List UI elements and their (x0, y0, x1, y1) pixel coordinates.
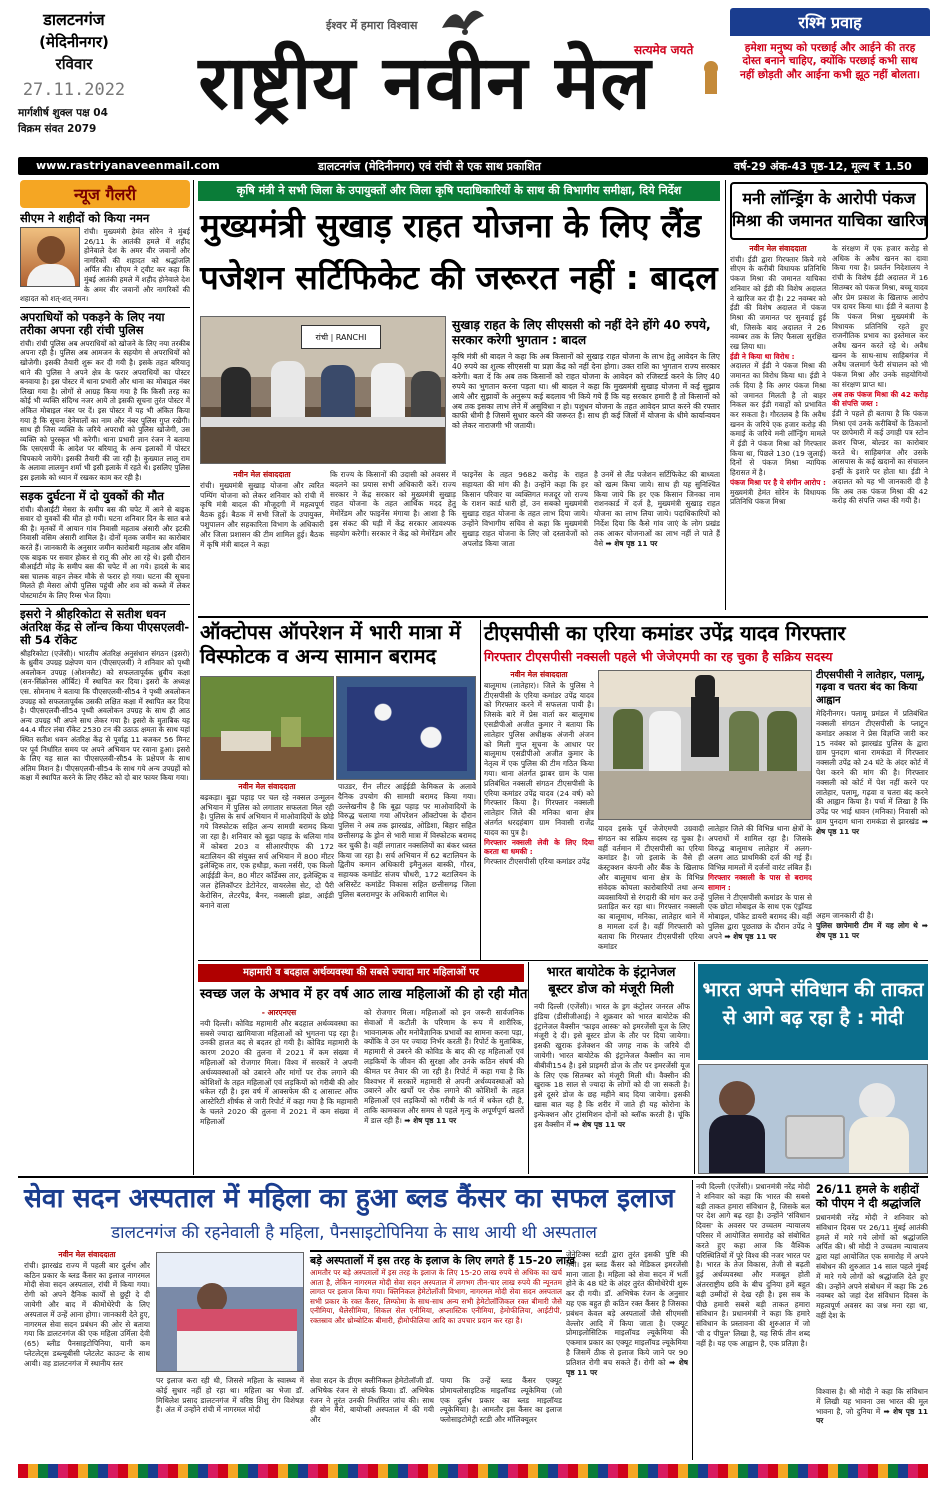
hospital-byline: नवीन मेल संवाददाता (58, 1250, 116, 1259)
modi-headline-2: से आगे बढ़ रहा है : मोदी (722, 1006, 904, 1029)
divider-h-2 (198, 960, 928, 961)
women-headline: स्वच्छ जल के अभाव में हर वर्ष आठ लाख महिलाओं की हो रही मौत (200, 987, 528, 1002)
tspc-side-extra-text: अहम जानकारी दी है। (816, 911, 874, 921)
issue-line: वर्ष-29 अंक-43 पृष्ठ-12, मूल्य ₹ 1.50 (734, 160, 912, 173)
lead-col-4 (594, 470, 720, 618)
hospital-photo (156, 1252, 304, 1372)
pankaj-headline-1: मनी लॉन्ड्रिंग के आरोपी पंकज (742, 189, 916, 208)
tspc-col-3b: पुलिस ने टीएसपीसी कमांडर के पास से एक छोटा मोबाइल के साथ एक एंड्रॉयड मोबाइल, पॉकेट डायरी बरामद की। वहीं पुलिस द्वारा पूछताछ के दौरान उपेंद्र ने अपने (708, 892, 812, 941)
modi-col-1b: प्रधानमंत्री ने कहा कि हमारे संविधान के प्रस्तावना की शुरुआत में जो 'वी द पीपुल' लिखा है, यह सिर्फ तीन शब्द नहीं है। यह एक आह्वान है, एक प्रतिज्ञा है। (696, 1309, 810, 1348)
tspc-photo (598, 670, 812, 820)
photo-sign: रांची | RANCHI (301, 325, 381, 349)
hospital-cont-text: शेष पृष्ठ 11 पर (566, 1357, 688, 1377)
tspc-side-extra-sub: पुलिस छापेमारी टीम में यह लोग थे (816, 921, 918, 931)
gallery-item-2-text: रांची। रांची पुलिस अब अपराधियों को खोजने के लिए नया तरकीब अपना रही है। पुलिस अब आमजन के सहयोग से अपराधियों को खोजेगी। इसकी तैयारी शुरू कर दी गयी है। इसके तहत बरियातू थाने की पुलिस ने अपने क्षेत्र के फरार अपराधियों का पोस्टर बनवाया है। इस पोस्टर में थाना प्रभारी और थाना का मोबाइल नंबर लिखा गया है। लोगों से आग्रह किया गया है कि किसी तरह का कोई भी व्यक्ति संदिग्ध नजर आये तो इसकी सूचना तुरंत पोस्टर में अंकित मोबाइल नंबर पर दें। इस पोस्टर में यह भी अंकित किया गया है कि सूचना देनेवालों का नाम और नंबर पुलिस गुप्त रखेगी। साथ ही जिस व्यक्ति के जरिये अपराधी को पुलिस खोजेगी, उस व्यक्ति को पुरस्कृत भी करेगी। थाना प्रभारी ज्ञान रंजन ने बताया कि एसएसपी के आदेश पर बरियातू के अन्य इलाकों में पोस्टर चिपकाये जायेंगे। इसकी तैयारी की जा रही है। कुख्यात लालू राम के अलावा लालमुन शर्मा भी इसी इलाके में रहते थे। इसलिए पुलिस इस इलाके को ध्यान में रखकर काम कर रही है। (20, 338, 190, 483)
divider-v-3 (528, 962, 529, 1174)
octopus-headline-1: ऑक्टोपस ऑपरेशन में भारी मात्रा में (200, 620, 461, 644)
divider-v-2 (480, 620, 481, 960)
tspc-continued: ➡ शेष पृष्ठ 11 पर (724, 931, 777, 941)
octopus-byline: नवीन मेल संवाददाता (238, 782, 296, 791)
octopus-headline-2: विस्फोटक व अन्य सामान बरामद (200, 644, 437, 668)
masthead (0, 0, 945, 173)
lead-col-1-text: रांची। मुख्यमंत्री सुखाड़ योजना और त्वरित पम्पिंग योजना को लेकर शनिवार को रांची में कृषि मंत्री बादल की मौजूदगी में महत्वपूर्ण बैठक हुई। बैठक में सभी जिलों के उपायुक्त, पशुपालन और सहकारिता विभाग के अधिकारी और जिला प्रशासन की टीम शामिल हुई। बैठक में कृषि मंत्री बादल ने कहा (200, 480, 324, 549)
modi-banner (698, 964, 928, 1060)
vaccine-text (534, 1002, 690, 1174)
women-col-1-text: नयी दिल्ली। कोविड महामारी और बदहाल अर्थव्यवस्था का सबसे ज्यादा खामियाजा महिलाओं को भुगतना पड़ रहा है। उनकी हालत बद से बदतर हो गयी है। कोविड महामारी के कारण 2020 की तुलना में 2021 में कम संख्या में महिलाओं को रोजगार मिला। विश्व में सरकारें ने अपनी अर्थव्यवस्थाओं को उबारने और मांगों पर रोक लगाने की कोशिशों के तहत महिलाओं एवं लड़कियों को गरीबी की ओर धकेल रही है। इस वर्ष में आक्सफेम की द आसाल्ट ऑफ आस्टेरिटी शीर्षक से जारी रिपोर्ट में कहा गया है कि महामारी के चलते 2020 की तुलना में 2021 में कम संख्या में महिलाओं (200, 1018, 358, 1126)
pankaj-col-1-text: रांची। ईडी द्वारा गिरफ्तार किये गये सीएम के करीबी विधायक प्रतिनिधि पंकज मिश्रा की जमानत याचिका शनिवार को ईडी की विशेष अदालत ने खारिज कर दी है। 22 नवम्बर को ईडी की विशेष अदालत में पंकज मिश्रा की जमानत पर सुनवाई हुई थी, जिसके बाद अदालत ने 26 नवम्बर तक के लिए फैसला सुरक्षित रख लिया था। (730, 254, 826, 352)
gallery-item-1-text: रांची। मुख्यमंत्री हेमंत सोरेन ने मुंबई 26/11 के आतंकी हमले में शहीद होनेवाले देश के अमर वीर जवानों और नागरिकों की शहादत को श्रद्धांजलि अर्पित की। सीएम ने ट्वीट कर कहा कि मुंबई आतंकी हमले में शहीद होनेवाले देश के अमर वीर जवानों और नागरिकों की शहादत को शत्-शत् नमन। (20, 227, 190, 304)
tspc-side (816, 670, 928, 958)
pankaj-col-2 (832, 244, 928, 608)
tspc-col-2: यादव इसके पूर्व जेजेएमपी उग्रवादी संगठन का सक्रिय सदस्य रह चुका है। वहीं वर्तमान में टीएसपीसी का एरिया कमांडर है। जो इलाके के वैसे ही कंस्ट्रक्शन कंपनी और बैंक के खिलाफ और बालूमाथ थाना क्षेत्र के विभिन्न संवेदक कोयला कारोबारियों तथा अन्य व्यवसायियों से रंगदारी की मांग कर उन्हें प्रताड़ित कर रहा था। गिरफ्तार नक्सली का बालूमाथ, मनिका, लातेहार थाने में 8 मामला दर्ज है। वहीं गिरफ्तारी को बताया कि गिरफ्तार टीएसपीसी एरिया कमांडर (598, 824, 704, 951)
octopus-photo-1 (200, 676, 334, 780)
pankaj-headline-2: मिश्रा की जमानत याचिका खारिज (732, 211, 928, 230)
emblem-icon (700, 58, 722, 98)
tspc-cont-text: शेष पृष्ठ 11 पर (733, 931, 777, 941)
cm-photo (20, 227, 80, 287)
lead-cont-text: शेष पृष्ठ 11 पर (614, 538, 658, 548)
vaccine-headline-2: बूस्टर डोज को मंजूरी मिली (548, 982, 674, 997)
tspc-side-body: मेदिनीनगर। पलामू प्रमंडल में प्रतिबंधित नक्सली संगठन टीएसपीसी के प्लाटून कमांडर अकाश ने प्रेस विज्ञप्ति जारी कर 15 नवंबर को झारखंड पुलिस के द्वारा ग्राम पुनदाग थाना रामकंडा में गिरफ्तार नक्सली उपेंद्र को 24 घंटे के अंदर कोर्ट में पेश करने की मांग की है। गिरफ्तार नक्सली को कोर्ट में पेश नहीं करने पर लातेहार, पलामू, गढ़वा व चतरा बंद करने की आह्वान किया है। पर्चा में लिखा है कि उपेंद्र पर भाई धावन (मनिका) निवासी को ग्राम पुनदाग थाना रामकंडा से झारखंड (816, 709, 928, 826)
tspc-sub-1: गिरफ्तार नक्सली लेवी के लिए दिया करता था धमकी : (484, 837, 594, 857)
vaccine-cont-text: शेष पृष्ठ 11 पर (581, 1119, 626, 1129)
gallery-item-3-text: रांची। बीआईटी मेसरा के समीप बस की चपेट में आने से बाइक सवार दो युवकों की मौत हो गयी। घटना शनिवार दिन के सात बजे की है। मृतकों में आयान गांव निवासी महताब अंसारी और इटकी निवासी वसिम अंसारी शामिल है। दोनों मृतक जमीन का कारोबार करते हैं। जानकारी के अनुसार जमीन कारोबारी महताब और वसिम एक बाइक पर सवार होकर से रातू की ओर आ रहे थे। इसी दौरान बीआईटी मोड़ के समीप बस की चपेट में आ गये। हादसे के बाद बस चालक वाहन लेकर मौके से फरार हो गया। घटना की सूचना मिलते ही मेसरा ओपी पुलिस पहुंची और शव को कब्जे में लेकर पोस्टमार्टम के लिए रिम्स भेज दिया। (20, 504, 190, 600)
octopus-col-1 (200, 782, 334, 958)
edition-box (18, 8, 130, 138)
tspc-side-extra (816, 911, 928, 940)
news-gallery-label: न्यूज गैलरी (20, 180, 190, 208)
edition-day: रविवार (55, 55, 93, 73)
tspc-col-3 (708, 824, 812, 958)
vaccine-headline-1: भारत बायोटेक के इंट्रानेजल (546, 965, 676, 980)
edition-sub: (मेदिनीनगर) (39, 33, 109, 51)
lead-divider-v (725, 180, 726, 610)
lead-subhead: सुखाड़ राहत के लिए सीएससी को नहीं देने होंगे 40 रुपये, सरकार करेगी भुगतान : बादल (452, 318, 711, 347)
newspaper-title: राष्ट्रीय नवीन मेल (198, 40, 652, 126)
women-col-1 (200, 1008, 358, 1174)
hospital-continued: ➡ शेष पृष्ठ 11 पर (566, 1357, 688, 1377)
pankaj-col-2b: ईडी ने पहले ही बताया है कि पंकज मिश्रा एवं उनके करीबियों के ठिकानों पर छापेमारी में कई उगाही पत्र स्टोन क्रशर चिप्स, बोल्डर का कारोबार करते थे। साहिबगंज और उसके आसपास के कई खदानों का संचालन इन्हीं के इशारे पर होता था। ईडी ने अदालत को यह भी जानकारी दी है कि अब तक पंकज मिश्रा की 42 करोड़ की संपत्ति जब्त की गयी है। (832, 408, 928, 506)
pankaj-col-1c: मुख्यमंत्री हेमंत सोरेन के विधायक प्रतिनिधि पंकज मिश्रा (730, 487, 826, 507)
lead-headline-1: मुख्यमंत्री सुखाड़ राहत योजना के लिए लैंड (200, 206, 702, 245)
lead-photo (200, 316, 446, 464)
tspc-side-text (816, 709, 928, 907)
tspc-sub-2: गिरफ्तार नक्सली के पास से बरामद सामान : (708, 872, 812, 892)
thought-title: रश्मि प्रवाह (730, 8, 930, 36)
divider-h-3 (18, 1176, 928, 1178)
hospital-col-1-text: रांची। झारखंड राज्य में पहली बार दुर्लभ और कठिन प्रकार के ब्लड कैंसर का इलाज नागरमल मोदी सेवा सदन अस्पताल, रांची में किया गया। रोगी को अपने दैनिक कार्यों से छुट्टी दे दी जायेगी और बाद में कीमोथेरेपी के लिए अस्पताल में उन्हें आना होगा। जानकारी देते हुए, नागरमल सेवा सदन प्रबंधन की ओर से बताया गया कि डालटनगंज की एक महिला उर्मिला देवी (65) ब्लीड पैनसाइटोपिनिया, यानी कम प्लेटलेट्स डब्ल्यूबीसी प्लेटलेट काउन्ट के साथ आयी। वह डालटनगंज में स्थानीय स्तर (24, 1260, 150, 1368)
tspc-col-1b: गिरफ्तार टीएसपीसी एरिया कमांडर उपेंद्र (484, 857, 590, 867)
pankaj-sub-2: पंकज मिश्रा पर है ये संगीन आरोप : (730, 477, 826, 487)
lead-subtext: कृषि मंत्री श्री बादल ने कहा कि अब किसानों को सुखाड़ राहत योजना के लाभ हेतु आवेदन के लिए 40 रुपये का शुल्क सीएससी या प्रज्ञा केंद्र को नहीं देना होगा। उक्त राशि का भुगतान राज्य सरकार करेगी। बता दें कि अब तक किसानों को राहत योजना के आवेदन को रजिस्टर्ड करने के लिए 40 रुपये का भुगतान करना पड़ता था। श्री बादल ने कहा कि मुख्यमंत्री सुखाड़ योजना में कई सुझाव आये और सुझावों के अनुरूप कई बदलाव भी किये गये हैं कि यह सरकार हमारी है तो किसानों को अब तक इसका लाभ लेने में असुविधा न हो। पशुधन योजना के तहत आवेदन प्राप्त करने की रफ्तार काफी धीमी है जिसमें सुधार करने की जरूरत है। साथ ही कई जिलों में योजना के धीमे कार्यान्वयन को लेकर नाराजगी भी जतायी। (452, 352, 720, 431)
octopus-col-1-text: बढ़कड़ा। बूढ़ा पहाड़ पर चल रहे नक्सल उन्मूलन अभियान में पुलिस को लगातार सफलता मिल रही है। पुलिस के सर्च अभियान में माओवादियों के छोड़े गये विस्फोटक सहित अन्य सामग्री बरामद किया जा रहा है। शनिवार को बूढ़ा पहाड़ के थलिया गांव में कोबरा 203 व सीआरपीएफ की 172 बटालियन की संयुक्त सर्च अभियान में 800 मीटर इलेक्ट्रिक तार, एक हथौड़ा, कला नर्सरी, एक किलो आईईडी केन, 80 मीटर कॉर्डेक्स तार, इलेक्ट्रिक व जल हेलिकॉप्टर डेटोनेटर, वायरलेस सेट, दो पैरी केरोसिन, लेटरपैड, बैनर, नक्सली झंडा, आईडी बनाने वाला (200, 792, 334, 910)
gallery-item-4-text: श्रीहरिकोटा (एजेंसी)। भारतीय अंतरिक्ष अनुसंधान संगठन (इसरो) के ध्रुवीय उपग्रह प्रक्षेपण यान (पीएसएलवी) ने शनिवार को पृथ्वी अवलोकन उपग्रह (ओशनसैट) को सफलतापूर्वक ध्रुवीय कक्षा (सन-सिंक्रोनस ऑर्बिट) में स्थापित कर दिया। इसरो के अध्यक्ष एस. सोमनाथ ने बताया कि पीएसएलवी-सी54 ने पृथ्वी अवलोकन उपग्रह को सफलतापूर्वक उसकी लक्षित कक्षा में स्थापित कर दिया है। पीएसएलवी-सी54 पृथ्वी अवलोकन उपग्रह के साथ ही आठ अन्य उपग्रह भी अपने साथ लेकर गया है। इसरो के मुताबिक यह 44.4 मीटर लंबा रॉकेट 2530 टन की उठाऊ क्षमता के साथ यहां स्थित सतीश धवन अंतरिक्ष केंद्र से पूर्वाह्न 11 बजकर 56 मिनट पर पूर्व निर्धारित समय पर अपने अभियान पर रवाना हुआ। इसरो के लिए यह साल का पीएसएलवी-सी54 के प्रक्षेपण के साथ अंतिम मिशन है। पीएसएलवी-सी54 के साथ गये अन्य उपग्रहों को कक्षा में स्थापित करने के लिए रॉकेट को दो बार फायर किया गया। (20, 648, 190, 783)
tagline: ईश्वर में हमारा विश्वास (326, 19, 418, 32)
hospital-col-1 (24, 1250, 150, 1458)
lead-col-2: कि राज्य के किसानों की उदासी को अवसर में बदलने का प्रयास सभी अधिकारी करें। राज्य सरकार ने केंद्र सरकार को मुख्यमंत्री सुखाड़ राहत योजना के तहत आर्थिक मदद हेतु मेमोरेंडम और फाइनेंस मंगाया है। आशा है कि इस संकट की घड़ी में केंद्र सरकार आवश्यक सहयोग करेगी। सरकार ने केंद्र को मेमोरेंडम और (330, 470, 456, 538)
hindu-date-1: मार्गशीर्ष शुक्ल पक्ष 04 (18, 107, 108, 119)
tspc-col-3-text: लातेहार जिले की विभिन्न थाना क्षेत्रों के अपराधों में शामिल रहा है। जिसके विरुद्ध बालूमाथ लातेहार में अलग-अलग आठ प्राथमिकी दर्ज की गई हैं। विभिन्न मामलों में दर्जनों वारंट लंबित हैं। (708, 824, 812, 873)
divider-h-1 (198, 616, 928, 618)
pankaj-col-1b: अदालत में ईडी ने पंकज मिश्रा की जमानत का विरोध किया था। ईडी ने तर्क दिया है कि अगर पंकज मिश्रा को जमानत मिलती है तो बाहर निकल कर ईडी गवाहों को प्रभावित कर सकता है। गौरतलब है कि अवैध खनन के जरिये एक हजार करोड़ की कमाई के जरिये मनी लॉन्ड्रिंग मामले में ईडी ने पंकज मिश्रा को गिरफ्तार किया था, पिछले 130 (19 जुलाई) दिनों से पंकज मिश्रा न्यायिक हिरासत में है। (730, 361, 826, 478)
hindu-date-2: विक्रम संवत 2079 (18, 123, 97, 135)
pankaj-sub-1: ईडी ने किया था विरोध : (730, 351, 795, 361)
pankaj-box (730, 182, 928, 240)
motto: सत्यमेव जयते (634, 43, 694, 57)
octopus-col-2: पाउडर, रीन लीटर आईईडी केमिकल के अलावे दैनिक उपयोग की सामग्री बरामद किया गया। उल्लेखनीय है कि बूढ़ा पहाड़ पर माओवादियों के विरुद्ध चलाया गया ऑपरेशन ऑक्टोपस के दौरान पुलिस ने अब तक झारखंड, ओडिशा, बिहार सहित छत्तीसगढ़ के ड्रोन से भारी मात्रा में विस्फोटक बरामद कर चुकी है। वहीं लगातार नक्सलियों का बंकर ध्वस्त किया जा रहा है। सर्च अभियान में 62 बटालियन के द्वितीय कमान अधिकारी इमैनुअल बास्की, गौरव, सहायक कमांडेंट संजय चौधरी, 172 बटालियन के असिस्टेंट कमांडेंट विकास सहित छत्तीसगढ़ जिला पुलिस बलरामपुर के अधिकारी शामिल थे। (338, 782, 476, 899)
modi-col-1-text: नयी दिल्ली (एजेंसी)। प्रधानमंत्री नरेंद्र मोदी ने शनिवार को कहा कि भारत की सबसे बड़ी ताकत हमारा संविधान है, जिसके बल पर देश आगे बढ़ रहा है। उन्होंने 'संविधान दिवस' के अवसर पर उच्चतम न्यायालय परिसर में आयोजित समारोह को संबोधित करते हुए कहा आज कि वैश्विक परिस्थितियों में पूरे विश्व की नजर भारत पर है। भारत के तेज विकास, तेजी से बढ़ती हुई अर्थव्यवस्था और मजबूत होती अंतरराष्ट्रीय छवि के बीच दुनिया हमें बहुत बड़ी उम्मीदों से देख रही है। इस सब के पीछे हमारी सबसे बड़ी ताकत हमारा संविधान है। (696, 1182, 810, 1319)
thought-box (730, 8, 930, 148)
modi-continued: ➡ शेष पृष्ठ 11 पर (816, 1406, 928, 1426)
tspc-side-extra-cont: ➡ शेष पृष्ठ 11 पर (816, 921, 928, 940)
hospital-col-4: पाया कि उन्हें ब्लड कैंसर एक्यूट प्रोमायलोसाइटिक माइलॉयड ल्यूकेमिया (जो एक दुर्लभ प्रकार का ब्लड माइलॉयड ल्यूकेमिया) है। आमतौर इस कैंसर का इलाज फ्लोसाइटोमेट्री स्टडी और मॉलिक्यूलर (440, 1376, 562, 1425)
gallery-item-4-title: इसरो ने श्रीहरिकोटा से सतीश धवन अंतरिक्ष केंद्र से लॉन्च किया पीएसएलवी- सी 54 रॉकेट (20, 606, 190, 647)
hospital-subhead: डालटनगंज की रहनेवाली है महिला, पैनसाइटोपिनिया के साथ आयी थी अस्पताल (111, 1223, 597, 1243)
tspc-col-1 (484, 670, 594, 958)
hospital-col-5-text: जेनेटिक्स स्टडी द्वारा तुरंत इसकी पुष्टि की गयी। इस ब्लड कैंसर को मेडिकल इमरजेंसी माना जाता है। महिला को सेवा सदन में भर्ती होने के 48 घंटे के अंदर तुरंत कीमोथेरेपी शुरू कर दी गयी। डॉ. अभिषेक रंजन के अनुसार यह एक बहुत ही कठिन रक्त कैंसर है जिसका प्रबंधन केवल बड़े अस्पतालों जैसे सीएमसी वेल्लोर आदि में किया जाता है। एक्यूट प्रोमाइलोसिटिक माइलॉयड ल्यूकेमिया की एकमात्र प्रकार का एक्यूट माइलॉयड ल्यूकेमिया है जिसमें ठीक से इलाज किये जाने पर 90 प्रतिशत रोगी बच सकते हैं। रोगी को (566, 1250, 688, 1367)
hospital-col-2: पर इलाज करा रही थी, जिससे महिला के स्वास्थ्य में कोई सुधार नहीं हो रहा था। महिला का भेजा डॉ. मिथिलेश प्रसाद डालटनगंज में वरिष्ठ शिशु रोग विशेषज्ञ हैं। अंत में उन्होंने रांची में नागरमल मोदी (156, 1376, 304, 1415)
tspc-side-headline: टीएसपीसी ने लातेहार, पलामू, गढ़वा व चतरा बंद का किया आह्वान (816, 670, 926, 706)
tspc-byline: नवीन मेल संवाददाता (510, 670, 568, 679)
publish-line: डालटनगंज (मेदिनीनगर) एवं रांची से एक साथ प्रकाशित (318, 160, 541, 173)
modi-side-text: प्रधानमंत्री नरेंद्र मोदी ने शनिवार को संविधान दिवस पर 26/11 मुंबई आतंकी हमले में मारे गये लोगों को श्रद्धांजलि अर्पित की। श्री मोदी ने उच्चतम न्यायालय द्वारा यहां आयोजित एक समारोह में अपने संबोधन की शुरुआत 14 साल पहले मुंबई में मारे गये लोगों को श्रद्धांजलि देते हुए की। उन्होंने अपने संबोधन में कहा कि 26 नवम्बर को जहां देश संविधान दिवस के महत्वपूर्ण अवसर का जश्न मना रहा था, वहीं देश के (816, 1213, 928, 1320)
tspc-col-1-text: बालूमाथ (लातेहार)। जिले के पुलिस ने टीएसपीसी के एरिया कमांडर उपेंद्र यादव को गिरफ्तार करने में सफलता पायी है। जिसके बारे में प्रेस वार्ता कर बालूमाथ एसडीपीओ अजीत कुमार ने बताया कि लातेहार पुलिस अधीक्षक अंजनी अंजन को मिली गुप्त सूचना के आधार पर बालूमाथ एसडीपीओ अजीत कुमार के नेतृत्व में एक पुलिस की टीम गठित किया गया। थाना अंतर्गत झाबर ग्राम के पास प्रतिबंधित नक्सली संगठन टीएसपीसी के एरिया कमांडर उपेंद्र यादव (24 वर्ष) को गिरफ्तार किया है। गिरफ्तार नक्सली लातेहार जिले की मनिका थाना क्षेत्र अंतर्गत धरदहंबाग ग्राम निवासी राजेंद्र यादव का पुत्र है। (484, 680, 594, 837)
lead-continued: ➡ शेष पृष्ठ 11 पर (605, 538, 658, 548)
modi-headline-1: भारत अपने संविधान की ताकत (702, 978, 924, 1001)
vaccine-continued: ➡ शेष पृष्ठ 11 पर (573, 1119, 626, 1129)
divider-v-4 (694, 962, 695, 1174)
sidebar-divider (193, 180, 194, 1175)
octopus-photo-2 (336, 676, 476, 780)
hospital-inset (310, 1250, 575, 1374)
modi-side-text-2-body: विश्वास है। श्री मोदी ने कहा कि संविधान में लिखी यह भावना उस भारत की मूल भावना है, जो दुनिया में (816, 1387, 928, 1416)
gallery-item-3-title: सड़क दुर्घटना में दो युवकों की मौत (20, 488, 164, 503)
news-gallery (20, 180, 190, 1175)
vaccine-body: नयी दिल्ली (एजेंसी)। भारत के ड्रग कंट्रोलर जनरल ऑफ इंडिया (डीसीजीआई) ने शुक्रवार को भारत बायोटेक की इंट्रानेजल वैक्सीन 'फाइव आस्क' को इमरजेंसी यूज के लिए मंजूरी दे दी। इसे बूस्टर डोज के तौर पर दिया जायेगा। इसकी खुराक इंजेक्शन की जगह नाक के जरिये दी जायेगी। भारत बायोटेक की इंट्रानेजल वैक्सीन का नाम बीबीवी154 है। इसे प्राइमरी डोज के तौर पर इमरजेंसी यूज के लिए एक सितम्बर को मंजूरी मिली थी। वैक्सीन की खुराक 18 साल से ज्यादा के लोगों को दी जा सकती है। इसे दूसरे डोज के छह महीने बाद दिया जायेगा। इसकी खास बात यह है कि शरीर में जाते ही यह कोरोना के इन्फेक्शन और ट्रांसमिशन दोनों को ब्लॉक करती है। चूंकि इस वैक्सीन में (534, 1002, 690, 1129)
tspc-headline: टीएसपीसी का एरिया कमांडर उपेंद्र यादव गिरफ्तार (484, 621, 846, 645)
modi-col-1 (696, 1182, 810, 1458)
bottom-color-bar (18, 1464, 928, 1478)
modi-photo (698, 1064, 928, 1174)
women-cont-text: शेष पृष्ठ 11 पर (413, 1115, 457, 1125)
women-kicker: महामारी व बदहाल अर्थव्यवस्था की सबसे ज्यादा मार महिलाओं पर (198, 964, 524, 982)
lead-byline: नवीन मेल संवाददाता (233, 470, 291, 479)
women-byline: - आरएनएस (261, 1008, 297, 1017)
tspc-subhead: गिरफ्तार टीएसपीसी नक्सली पहले भी जेजेएमपी का रह चुका है सक्रिय सदस्य (484, 649, 833, 664)
thought-text: हमेशा मनुष्य को परछाई और आईने की तरह दोस्त बनाने चाहिए, क्योंकि परछाई कभी साथ नहीं छोड़ती और आईना कभी झूठ नहीं बोलता। (739, 42, 921, 81)
hospital-col-5 (566, 1250, 688, 1458)
pankaj-col-1 (730, 244, 826, 608)
women-continued: ➡ शेष पृष्ठ 11 पर (404, 1115, 457, 1125)
tspc-side-cont-text: शेष पृष्ठ 11 पर (816, 826, 860, 836)
modi-side-headline: 26/11 हमले के शहीदों को पीएम ने दी श्रद्धांजलि (816, 1182, 921, 1210)
tspc-side-continued: ➡ शेष पृष्ठ 11 पर (816, 816, 928, 836)
pankaj-byline: नवीन मेल संवाददाता (749, 244, 807, 253)
pankaj-col-2-text: के संरक्षण में एक हजार करोड़ से अधिक के अवैध खनन का दावा किया गया है। प्रवर्तन निदेशालय ने रांची के विशेष ईडी अदालत में 16 सितम्बर को पंकज मिश्रा, बच्चू यादव और प्रेम प्रकाश के खिलाफ आरोप पत्र दायर किया था। ईडी ने बताया है कि पंकज मिश्रा मुख्यमंत्री के विधायक प्रतिनिधि रहते हुए राजनीतिक प्रभाव का इस्तेमाल कर अवैध खनन करते रहे थे। अवैध खनन के साथ-साथ साहिबगंज में अवैध जलमार्ग फेरी संचालन को भी पंकज मिश्रा और उनके सहयोगियों का संरक्षण प्राप्त था। (832, 244, 928, 389)
gallery-item-2-title: अपराधियों को पकड़ने के लिए नया तरीका अपना रही रांची पुलिस (20, 309, 165, 337)
modi-side (816, 1182, 928, 1458)
lead-col-3: फाइनेंस के तहत 9682 करोड़ के राहत सहायता की मांग की है। उन्होंने कहा कि हर किसान परिवार या व्यक्तिगत मजदूर जो राज्य के राशन कार्ड धारी हों, उन सबको मुख्यमंत्री सुखाड़ राहत योजना के तहत लाभ दिया जाये। उन्होंने विभागीय सचिव से कहा कि मुख्यमंत्री सुखाड़ राहत योजना के लिए जो दस्तावेजों को अपलोड किया जाता (462, 470, 588, 548)
women-col-2 (364, 1008, 524, 1174)
edition-date: 27.11.2022 (22, 80, 126, 100)
modi-cont-text: शेष पृष्ठ 11 पर (816, 1406, 928, 1426)
women-col-2-text: को रोजगार मिला। महिलाओं को इन जरूरी सार्वजनिक सेवाओं में कटौती के परिणाम के रूप में शारीरिक, भावनात्मक और मनोवैज्ञानिक प्रभावों का सामना करना पड़ा, क्योंकि वे उन पर ज्यादा निर्भर करती हैं। रिपोर्ट के मुताबिक, महामारी से उबरने की कोविड के बाद की रह महिलाओं एवं लड़कियों के जीवन की सुरक्षा और उनके कठिन संघर्ष की कीमत पर तैयार की जा रही है। रिपोर्ट में कहा गया है कि विश्वभर में सरकारें महामारी से अपनी अर्थव्यवस्थाओं को उबारने और खर्चों पर रोक लगाने की कोशिशों के तहत महिलाओं एवं लड़कियों को गरीबी के गर्त में धकेल रही है, ताकि कामकाज और समय से पहले मृत्यु के अपूर्णपूर्ण खतरों में डाल रही हैं। (364, 1008, 524, 1125)
pankaj-sub-3: अब तक पंकज मिश्रा की 42 करोड़ की संपत्ति जब्त : (832, 389, 928, 409)
divider-v-5 (692, 1180, 693, 1460)
lead-col-4-text: है उनमें से लैंड पजेशन सर्टिफिकेट की बाध्यता को खत्म किया जाये। साथ ही यह सुनिश्चित किया जाये कि हर एक किसान जिनका नाम राशनकार्ड में दर्ज है, मुख्यमंत्री सुखाड़ राहत योजना का लाभ लिया जाये। पदाधिकारियों को निर्देश दिया कि कैसे गांव जाएं के लोग प्रखंड तक आकर योजनाओं का लाभ नहीं ले पाते हैं वैसे (594, 470, 720, 548)
modi-side-text-2 (816, 1387, 928, 1445)
gallery-item-1-title: सीएम ने शहीदों को किया नमन (20, 211, 150, 225)
lead-kicker: कृषि मंत्री ने सभी जिला के उपायुक्तों और जिला कृषि पदाधिकारियों के साथ की विभागीय समीक्षा, दिये निर्देश (198, 181, 720, 201)
edition-city: डालटनगंज (43, 10, 105, 29)
hospital-headline: सेवा सदन अस्पताल में महिला का हुआ ब्लड कैंसर का सफल इलाज (24, 1183, 675, 1214)
hospital-inset-headline: बड़े अस्पतालों में इस तरह के इलाज के लिए लगते हैं 15-20 लाख (310, 1254, 575, 1267)
lead-col-1 (200, 470, 324, 618)
tspc-side-extra-cont-text: शेष पृष्ठ 11 पर (816, 930, 860, 940)
lead-headline-2: पजेशन सर्टिफिकेट की जरूरत नहीं : बादल (200, 258, 718, 297)
website-link[interactable]: www.rastriyanaveenmail.com (36, 159, 220, 172)
info-strip (18, 157, 928, 175)
hospital-col-3: सेवा सदन के डीएम क्लीनिकल हेमेटोलॉजी डॉ. अभिषेक रंजन से संपर्क किया। डॉ. अभिषेक रंजन ने तुरंत उनकी निर्धारित जांच की। साथ ही बोन मैरो, बायोप्सी अस्पताल में की गयी और (310, 1376, 434, 1425)
hospital-inset-text: आमतौर पर बड़े अस्पतालों में इस तरह के इलाज के लिए 15-20 लाख रुपये से अधिक का खर्च आता है, लेकिन नागरमल मोदी सेवा सदन अस्पताल में लगभग तीन-चार लाख रुपये की न्यूनतम लागत पर इलाज किया गया। क्लिनिकल हेमेटोलॉजी विभाग, नागरमल मोदी सेवा सदन अस्पताल सभी प्रकार के रक्त कैंसर, लिम्फोमा के साथ-साथ अन्य सभी हेमेटोलॉजिकल रक्त बीमारी जैसे एनीमिया, थैलेसीमिया, सिकल सेल एनीमिया, अप्लास्टिक एनीमिया, हेमोफीलिया, आईटीपी, रक्तस्राव और थ्रोम्बोटिक बीमारी, हीमोफीलिया आदि का उपचार प्रदान कर रहा है। (310, 1268, 562, 1325)
